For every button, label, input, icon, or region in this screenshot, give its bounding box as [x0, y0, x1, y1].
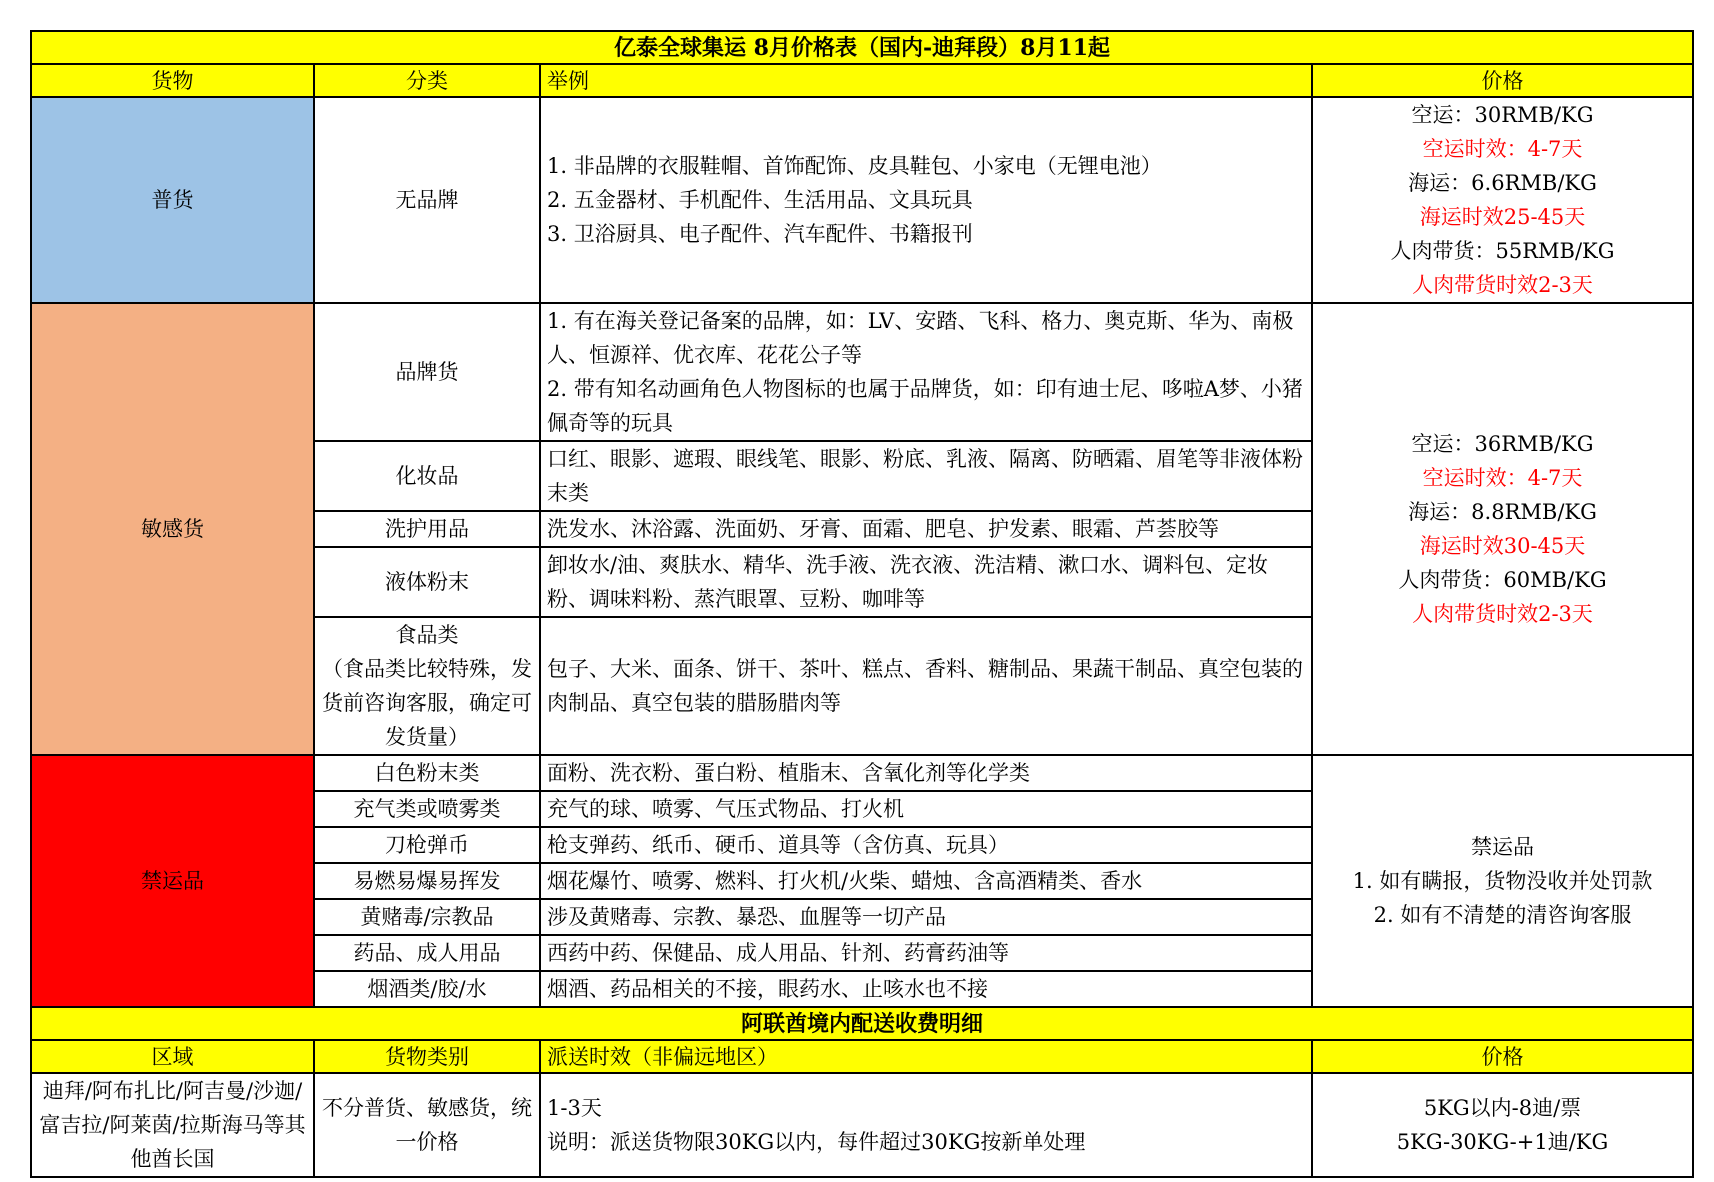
general-category: 无品牌	[314, 97, 540, 303]
prohibited-goods-label: 禁运品	[31, 755, 314, 1007]
prohibited-examples: 充气的球、喷雾、气压式物品、打火机	[540, 791, 1312, 827]
delivery-price-2: 5KG-30KG-+1迪/KG	[1396, 1130, 1609, 1154]
prohibited-category: 黄赌毒/宗教品	[314, 899, 540, 935]
sensitive-examples	[540, 303, 1312, 441]
delivery-title-row	[31, 1007, 1693, 1040]
prohibited-note-line2: 2. 如有不清楚的清咨询客服	[1373, 903, 1632, 927]
header-examples: 举例	[540, 64, 1312, 97]
delivery-note: 说明：派送货物限30KG以内，每件超过30KG按新单处理	[547, 1130, 1086, 1154]
sensitive-air-price: 空运：36RMB/KG	[1411, 432, 1594, 456]
general-carry-time: 人肉带货时效2-3天	[1412, 273, 1593, 297]
prohibited-category: 充气类或喷雾类	[314, 791, 540, 827]
sensitive-category: 液体粉末	[314, 547, 540, 617]
delivery-row	[31, 1073, 1693, 1177]
prohibited-note-title: 禁运品	[1471, 835, 1535, 859]
prohibited-category: 烟酒类/胶/水	[314, 971, 540, 1007]
sensitive-examples: 包子、大米、面条、饼干、茶叶、糕点、香料、糖制品、果蔬干制品、真空包装的肉制品、真空包装的腊肠腊肉等	[540, 617, 1312, 755]
delivery-price-1: 5KG以内-8迪/票	[1423, 1096, 1582, 1120]
delivery-header-row	[31, 1040, 1693, 1073]
delivery-time: 1-3天	[547, 1096, 602, 1120]
brand-example-1: 1. 有在海关登记备案的品牌，如：LV、安踏、飞科、格力、奥克斯、华为、南极人、恒源祥、优衣库、花花公子等	[547, 309, 1294, 367]
prohibited-category: 刀枪弹币	[314, 827, 540, 863]
general-sea-price: 海运：6.6RMB/KG	[1408, 171, 1597, 195]
sensitive-category: 品牌货	[314, 303, 540, 441]
header-region: 区域	[31, 1040, 314, 1073]
sensitive-category: 洗护用品	[314, 511, 540, 547]
prohibited-note-line1: 1. 如有瞒报，货物没收并处罚款	[1352, 869, 1653, 893]
food-category-note: （食品类比较特殊，发货前咨询客服，确定可发货量）	[322, 657, 532, 749]
food-category-label: 食品类	[395, 623, 459, 647]
header-delivery-time: 派送时效（非偏远地区）	[540, 1040, 1312, 1073]
price-table	[30, 30, 1694, 1178]
table-title: 亿泰全球集运 8月价格表（国内-迪拜段）8月11起	[31, 31, 1693, 64]
general-goods-row	[31, 97, 1693, 303]
delivery-category: 不分普货、敏感货，统一价格	[314, 1073, 540, 1177]
general-example-1: 1. 非品牌的衣服鞋帽、首饰配饰、皮具鞋包、小家电（无锂电池）	[547, 154, 1162, 178]
delivery-region: 迪拜/阿布扎比/阿吉曼/沙迦/富吉拉/阿莱茵/拉斯海马等其他酋长国	[31, 1073, 314, 1177]
header-price: 价格	[1312, 64, 1693, 97]
header-row	[31, 64, 1693, 97]
general-price	[1312, 97, 1693, 303]
sensitive-price	[1312, 303, 1693, 755]
header-category: 分类	[314, 64, 540, 97]
delivery-title: 阿联酋境内配送收费明细	[31, 1007, 1693, 1040]
prohibited-examples: 面粉、洗衣粉、蛋白粉、植脂末、含氧化剂等化学类	[540, 755, 1312, 791]
title-row	[31, 31, 1693, 64]
sensitive-sea-time: 海运时效30-45天	[1419, 534, 1586, 558]
general-air-time: 空运时效：4-7天	[1422, 137, 1583, 161]
brand-example-2: 2. 带有知名动画角色人物图标的也属于品牌货，如：印有迪士尼、哆啦A梦、小猪佩奇等的玩具	[547, 377, 1303, 435]
prohibited-examples: 西药中药、保健品、成人用品、针剂、药膏药油等	[540, 935, 1312, 971]
general-example-2: 2. 五金器材、手机配件、生活用品、文具玩具	[547, 188, 973, 212]
general-carry-price: 人肉带货：55RMB/KG	[1390, 239, 1615, 263]
sensitive-category: 化妆品	[314, 441, 540, 511]
general-sea-time: 海运时效25-45天	[1419, 205, 1586, 229]
sensitive-sea-price: 海运：8.8RMB/KG	[1408, 500, 1597, 524]
sensitive-carry-time: 人肉带货时效2-3天	[1412, 602, 1593, 626]
delivery-time-cell	[540, 1073, 1312, 1177]
sensitive-carry-price: 人肉带货：60MB/KG	[1398, 568, 1607, 592]
prohibited-category: 白色粉末类	[314, 755, 540, 791]
general-goods-label: 普货	[31, 97, 314, 303]
sensitive-examples: 口红、眼影、遮瑕、眼线笔、眼影、粉底、乳液、隔离、防晒霜、眉笔等非液体粉末类	[540, 441, 1312, 511]
sensitive-category	[314, 617, 540, 755]
prohibited-row	[31, 755, 1693, 791]
general-example-3: 3. 卫浴厨具、电子配件、汽车配件、书籍报刊	[547, 222, 973, 246]
sensitive-goods-label: 敏感货	[31, 303, 314, 755]
sensitive-row-brand	[31, 303, 1693, 441]
prohibited-note	[1312, 755, 1693, 1007]
sensitive-examples: 洗发水、沐浴露、洗面奶、牙膏、面霜、肥皂、护发素、眼霜、芦荟胶等	[540, 511, 1312, 547]
prohibited-category: 易燃易爆易挥发	[314, 863, 540, 899]
general-air-price: 空运：30RMB/KG	[1411, 103, 1594, 127]
header-delivery-price: 价格	[1312, 1040, 1693, 1073]
delivery-price-cell	[1312, 1073, 1693, 1177]
prohibited-examples: 烟花爆竹、喷雾、燃料、打火机/火柴、蜡烛、含高酒精类、香水	[540, 863, 1312, 899]
general-examples	[540, 97, 1312, 303]
sensitive-air-time: 空运时效：4-7天	[1422, 466, 1583, 490]
prohibited-examples: 枪支弹药、纸币、硬币、道具等（含仿真、玩具）	[540, 827, 1312, 863]
header-goods-type: 货物类别	[314, 1040, 540, 1073]
header-goods: 货物	[31, 64, 314, 97]
sensitive-examples: 卸妆水/油、爽肤水、精华、洗手液、洗衣液、洗洁精、漱口水、调料包、定妆粉、调味料粉、蒸汽眼罩、豆粉、咖啡等	[540, 547, 1312, 617]
prohibited-examples: 涉及黄赌毒、宗教、暴恐、血腥等一切产品	[540, 899, 1312, 935]
prohibited-examples: 烟酒、药品相关的不接，眼药水、止咳水也不接	[540, 971, 1312, 1007]
prohibited-category: 药品、成人用品	[314, 935, 540, 971]
